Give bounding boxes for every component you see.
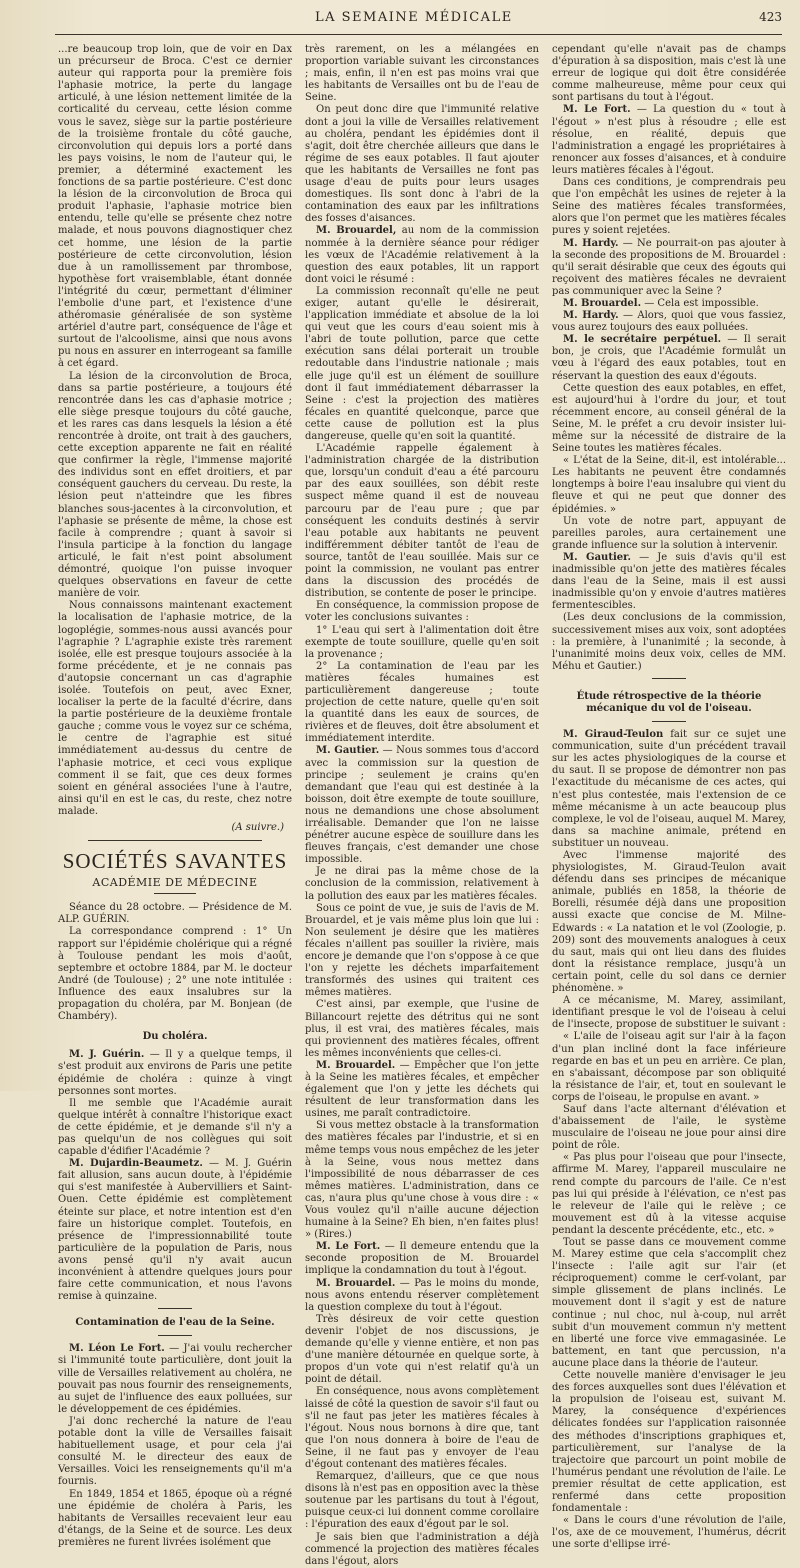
page-header xyxy=(55,0,782,40)
paragraph: Cette question des eaux potables, en effet, est aujourd'hui à l'ordre du jour, et tout récemment encore, au conseil général de la Seine, M. le préfet a cru devoir insister lui-même sur la nécessité de distraire de la Seine toutes les matières fécales. xyxy=(552,382,786,455)
academy-heading: ACADÉMIE DE MÉDECINE xyxy=(92,876,258,890)
paragraph: Dans ces conditions, je comprendrais peu que l'on empêchât les usines de rejeter à la Seine des matières fécales transformées, alors que l'on permet que les matières fécales pures y soient rejetées. xyxy=(552,177,786,237)
paragraph: On peut donc dire que l'immunité relative dont a joui la ville de Versailles relativement au choléra, pendant les épidémies dont il s'agit, doit être cherchée ailleurs que dans le régime de ses eaux potables. Il faut ajouter que les habitants de Versailles ne font pas usage d'eau de puits pour leurs usages domestiques. Ils sont donc à l'abri de la contamination des eaux par les infiltrations des fosses d'aisances. xyxy=(305,104,539,225)
speech: — Alors, quoi que vous fassiez, vous aurez toujours des eaux polluées. xyxy=(552,310,786,334)
paragraph: « Dans le cours d'une révolution de l'aile, l'os, axe de ce mouvement, l'humérus, décrit une sorte d'ellipse irré- xyxy=(552,1515,786,1551)
paragraph: Il me semble que l'Académie aurait quelque intérêt à connaître l'historique exact de cette épidémie, et je demande s'il n'y a pas quelqu'un de nos collègues qui soit capable d'édifier l'Académie ? xyxy=(58,1097,292,1158)
paragraph: La lésion de la circonvolution de Broca, dans sa partie postérieure, a toujours été rencontrée dans les cas d'aphasie motrice ; elle siège presque toujours du côté gauche, et les rares cas dans lesquels la lésion a été rencontrée à droite, ont trait à des gauchers, cette exception apparente ne fait en réalité que confirmer la règle, l'immense majorité des individus sont en effet droitiers, et par conséquent gauchers du cerveau. Du reste, la lésion peut n'atteindre que les fibres blanches sous-jacentes à la circonvolution, et l'aphasie se présente de même, la chose est facile à comprendre ; quant à savoir si l'insula participe à la fonction du langage articulé, le fait n'est point absolument démontré, quoique l'on puisse invoquer quelques observations en faveur de cette manière de voir. xyxy=(58,370,292,600)
paragraph: Nous connaissons maintenant exactement la localisation de l'aphasie motrice, de la logoplégie, sommes-nous aussi avancés pour l'agraphie ? L'agraphie existe très rarement isolée, elle est presque toujours associée à la forme précédente, et je ne connais pas d'autopsie concernant un cas d'agraphie isolée. Toutefois on peut, avec Exner, localiser la perte de la faculté d'écrire, dans la partie postérieure de la deuxième frontale gauche ; comme vous le voyez sur ce schéma, le centre de l'agraphie est situé immédiatement au-dessus du centre de l'aphasie motrice, et ceci vous explique comment il se fait, que ces deux formes soient en général associées l'une à l'autre, ainsi qu'il en est le cas, du reste, chez notre malade. xyxy=(58,600,292,817)
divider xyxy=(154,893,196,894)
paragraph: « Pas plus pour l'oiseau que pour l'insecte, affirme M. Marey, l'appareil musculaire ne rend compte du parcours de l'aile. Ce n'est pas lui qui préside à l'élévation, ce n'est pas le releveur de l'aile qui le relève ; ce mouvement est dû à la vitesse acquise pendant la descente précédente, etc., etc. » xyxy=(552,1152,786,1236)
paragraph: Un vote de notre part, appuyant de pareilles paroles, aura certainement une grande influence sur la solution à intervenir. xyxy=(552,515,786,551)
speaker: M. Gautier. xyxy=(316,745,380,757)
paragraph xyxy=(305,1060,539,1120)
paragraph: J'ai donc recherché la nature de l'eau potable dont la ville de Versailles faisait habituellement usage, et pour cela j'ai consulté M. le directeur des eaux de Versailles. Voici les renseignements qu'il m'a fournis. xyxy=(58,1415,292,1488)
paragraph: Je ne dirai pas la même chose de la conclusion de la commission, relativement à la pollution des eaux par les matières fécales. xyxy=(305,866,539,902)
paragraph: Sauf dans l'acte alternant d'élévation et d'abaissement de l'aile, le système musculaire de l'oiseau ne joue pour ainsi dire point de rôle. xyxy=(552,1103,786,1152)
paragraph: ...re beaucoup trop loin, que de voir en Dax un précurseur de Broca. C'est ce dernier auteur qui rapporta pour la première fois l'aphasie motrice, la perte du langage articulé, à une lésion nettement limitée de la corticalité du cerveau, cette lésion comme vous le savez, siège sur la partie postérieure de la troisième frontale du côté gauche, circonvolution qui depuis lors a porté dans les pays voisins, le nom de l'auteur qui, le premier, a déterminé exactement les fonctions de sa partie postérieure. C'est donc la lésion de la circonvolution de Broca qui produit l'aphasie, l'aphasie motrice bien entendu, telle qu'elle se présente chez notre malade, et nous pouvons diagnostiquer chez cet homme, une lésion de la partie postérieure de cette circonvolution, lésion due à un ramollissement par thrombose, hypothèse fort vraisemblable, étant donnée l'intégrité du cœur, permettant d'éliminer l'embolie d'une part, et l'existence d'une athéromasie généralisée de son système artériel d'autre part, conséquence de l'âge et surtout de l'alcoolisme, ainsi que nous avons pu nous en assurer en interrogeant sa famille à cet égard. xyxy=(58,44,292,370)
text-columns xyxy=(58,44,787,1567)
paragraph xyxy=(305,1241,539,1277)
speaker: M. Léon Le Fort. xyxy=(69,1343,165,1355)
column-2 xyxy=(305,44,540,1567)
speech: — La question du « tout à l'égout » n'est plus à résoudre ; elle est résolue, en réalité, depuis que l'administration a engagé les propriétaires à renoncer aux fosses d'aisances, et à conduire leurs matières fécales à l'égout. xyxy=(552,104,787,176)
speaker: M. Gautier. xyxy=(563,551,631,563)
paragraph: En 1849, 1854 et 1865, époque où a régné une épidémie de choléra à Paris, les habitants de Versailles recevaient leur eau d'étangs, de la Seine et de source. Les deux premières ne furent livrées isolément que xyxy=(58,1488,292,1548)
divider xyxy=(158,1335,192,1336)
paragraph: « L'aile de l'oiseau agit sur l'air à la façon d'un plan incliné dont la face inférieure regarde en bas et un peu en arrière. Ce plan, en s'abaissant, décompose par son obliquité la résistance de l'air, et, tout en soulevant le corps de l'oiseau, le propulse en avant. » xyxy=(552,1031,786,1103)
subheading: Contamination de l'eau de la Seine. xyxy=(75,1317,275,1329)
speaker: M. Brouardel. xyxy=(563,297,642,309)
speech: au nom de la commission nommée à la dernière séance pour rédiger les vœux de l'Académie relativement à la question des eaux potables, lit un rapport dont voici le résumé : xyxy=(305,225,539,285)
speech: — Il y a quelque temps, il s'est produit aux environs de Paris une petite épidémie de choléra : quinze à vingt personnes sont mortes. xyxy=(58,1049,292,1097)
paragraph: Remarquez, d'ailleurs, que ce que nous disons là n'est pas en opposition avec la thèse soutenue par les partisans du tout à l'égout, puisque ceux-ci lui donnent comme corollaire : l'épuration des eaux d'égout par le sol. xyxy=(305,1471,539,1531)
speaker: M. Brouardel, xyxy=(316,225,397,237)
paragraph: En conséquence, la commission propose de voter les conclusions suivantes : xyxy=(305,600,539,624)
paragraph xyxy=(552,334,786,382)
paragraph xyxy=(58,1343,292,1416)
speech: — Nous sommes tous d'accord avec la commission sur la question de principe ; seulement je crains qu'en demandant que l'eau qui est destinée à la boisson, doit être exempte de toute souillure, nous ne demandions une chose absolument irréalisable. Demander que l'on ne laisse pénétrer aucune espèce de souillure dans les fleuves français, c'est demander une chose impossible. xyxy=(305,745,540,866)
speaker: M. Hardy. xyxy=(563,237,619,249)
paragraph: En conséquence, nous avons complètement laissé de côté la question de savoir s'il faut ou s'il ne faut pas jeter les matières fécales à l'égout. Nous nous bornons à dire que, tant que l'on nous donnera à boire de l'eau de Seine, il ne faut pas y envoyer de l'eau d'égout contenant des matières fécales. xyxy=(305,1386,539,1470)
paragraph: 2° La contamination de l'eau par les matières fécales humaines est particulièrement dangereuse ; toute projection de cette nature, quelle qu'en soit la quantité dans les eaux de sources, de rivières et de fleuves, doit être absolument et immédiatement interdite. xyxy=(305,660,539,745)
page-number: 423 xyxy=(759,10,782,24)
paragraph xyxy=(552,552,786,612)
paragraph: Avec l'immense majorité des physiologistes, M. Giraud-Teulon avait défendu dans ses principes de mécanique animale, publiés en 1858, la théorie de Borelli, résumée déjà dans une proposition aussi exacte que concise de M. Milne-Edwards : « La natation et le vol (Zoologie, p. 209) sont des mouvements analogues à ceux du saut, mais qui ont lieu dans des fluides dont la résistance remplace, jusqu'à un certain point, celle du sol dans ce dernier phénomène. » xyxy=(552,850,786,995)
paragraph xyxy=(58,1158,292,1303)
column-1 xyxy=(58,44,292,1548)
paragraph: Tout se passe dans ce mouvement comme M. Marey estime que cela s'accomplit chez l'insecte : l'aile agit sur l'air (et réciproquement) comme le cerf-volant, par simple glissement de plans inclinés. Le mouvement dont il s'agit y est de nature continue ; nul choc, nul à-coup, nul arrêt subit d'un mouvement commun n'y mettent en liberté une force vive emmagasinée. Le battement, en tant que percussion, n'a aucune place dans la théorie de l'auteur. xyxy=(552,1237,786,1369)
speech: — Empêcher que l'on jette à la Seine les matières fécales, et empêcher également que l'on y jette les déchets qui résultent de leur transformation dans les usines, me paraît contradictoire. xyxy=(305,1059,539,1120)
paragraph: Très désireux de voir cette question devenir l'objet de nos discussions, je demande qu'elle y vienne entière, et non pas d'une manière détournée en quelque sorte, à propos d'un vote qui n'est relatif qu'à un point de détail. xyxy=(305,1313,539,1386)
speech: — Il serait bon, je crois, que l'Académie formulât un vœu à l'égard des eaux potables, tout en réservant la question des eaux d'égouts. xyxy=(552,334,786,382)
paragraph xyxy=(552,310,786,334)
paragraph xyxy=(58,1049,292,1097)
paragraph: C'est ainsi, par exemple, que l'usine de Billancourt rejette des détritus qui ne sont plus, il est vrai, des matières fécales, mais qui proviennent des matières fécales, offrent les mêmes inconvénients que celles-ci. xyxy=(305,999,539,1059)
paragraph xyxy=(552,298,786,310)
divider xyxy=(158,1308,192,1309)
paragraph: A ce mécanisme, M. Marey, assimilant, identifiant presque le vol de l'oiseau à celui de l'insecte, propose de substituer le suivant : xyxy=(552,995,786,1031)
paragraph xyxy=(552,729,786,850)
section-title: SOCIÉTÉS SAVANTES xyxy=(62,849,288,874)
speaker: M. Hardy. xyxy=(563,310,619,322)
running-title: LA SEMAINE MÉDICALE xyxy=(315,10,513,25)
divider xyxy=(88,840,262,841)
speaker: M. J. Guérin. xyxy=(69,1049,145,1061)
divider xyxy=(652,721,686,722)
speech: fait sur ce sujet une communication, suite d'un précédent travail sur les actes physiologiques de la course et du saut. Il se propose de démontrer non pas l'exactitude du mécanisme de ces actes, qui n'est plus contestée, mais l'extension de ce même mécanisme à un acte beaucoup plus complexe, le vol de l'oiseau, auquel M. Marey, dans sa machine animale, prétend en substituer un nouveau. xyxy=(552,729,786,849)
speaker: M. Le Fort. xyxy=(563,104,631,116)
paragraph xyxy=(305,1278,539,1314)
speech: — Ne pourrait-on pas ajouter à la seconde des propositions de M. Brouardel : qu'il serait désirable que ceux des égouts qui reçoivent des matières fécales ne devraient pas communiquer avec la Seine ? xyxy=(552,237,786,297)
paragraph: cependant qu'elle n'avait pas de champs d'épuration à sa disposition, mais c'est là une erreur de logique qui doit être considérée comme malheureuse, même pour ceux qui sont partisans du tout à l'égout. xyxy=(552,44,786,104)
subheading: Du choléra. xyxy=(142,1031,208,1043)
session-line: Séance du 28 octobre. — Présidence de M. ALP. GUÉRIN. xyxy=(58,902,292,926)
speaker: M. Giraud-Teulon xyxy=(563,729,664,741)
speaker: M. le secrétaire perpétuel. xyxy=(563,334,722,346)
subheading: Étude rétrospective de la théorie mécanique du vol de l'oiseau. xyxy=(576,690,762,714)
paragraph: L'Académie rappelle également à l'administration chargée de la distribution que, lorsqu'un conduit d'eau a été parcouru par des eaux souillées, son débit reste suspect même quand il est de nouveau parcouru par de l'eau pure ; que par conséquent les conduits destinés à servir l'eau potable aux habitants ne peuvent indifféremment débiter tantôt de l'eau de source, tantôt de l'eau souillée. Mais sur ce point la commission, ne voulant pas entrer dans la discussion des procédés de distribution, se contente de poser le principe. xyxy=(305,443,539,600)
paragraph xyxy=(552,238,786,298)
speaker: M. Le Fort. xyxy=(316,1241,381,1253)
paragraph: 1° L'eau qui sert à l'alimentation doit être exempte de toute souillure, quelle qu'en soit la provenance ; xyxy=(305,624,539,660)
paragraph xyxy=(305,225,539,285)
column-3 xyxy=(552,44,787,1551)
paragraph: « L'état de la Seine, dit-il, est intolérable... Les habitants ne peuvent être condamnés longtemps à boire l'eau insalubre qui vient du fleuve et qui ne peut que donner des épidémies. » xyxy=(552,455,786,515)
speaker: M. Brouardel. xyxy=(316,1277,396,1289)
paragraph: Si vous mettez obstacle à la transformation des matières fécales par l'industrie, et si en même temps vous nous empêchez de les jeter à la Seine, vous nous mettez dans l'impossibilité de nous débarrasser de ces mêmes matières. L'administration, dans ce cas, n'aura plus qu'une chose à vous dire : « Vous voulez qu'il n'aille aucune déjection humaine à la Seine? Eh bien, n'en faites plus! » (Rires.) xyxy=(305,1120,539,1241)
paragraph xyxy=(552,104,786,177)
continued-note: (A suivre.) xyxy=(231,822,284,833)
speech: — J'ai voulu rechercher si l'immunité toute particulière, dont jouit la ville de Versailles relativement au choléra, ne pouvait pas nous fournir des renseignements, au sujet de l'influence des eaux polluées, sur le développement de ces épidémies. xyxy=(58,1343,292,1415)
divider xyxy=(652,678,686,679)
header-rule xyxy=(55,34,782,35)
speaker: M. Dujardin-Beaumetz. xyxy=(69,1158,203,1170)
speaker: M. Brouardel. xyxy=(316,1059,396,1071)
paragraph: très rarement, on les a mélangées en proportion variable suivant les circonstances ; mais, enfin, il n'en est pas moins vrai que les habitants de Versailles ont bu de l'eau de Seine. xyxy=(305,44,539,104)
speech: — Cela est impossible. xyxy=(641,297,759,309)
paragraph: La correspondance comprend : 1° Un rapport sur l'épidémie cholérique qui a régné à Toulouse pendant les mois d'août, septembre et octobre 1884, par M. le docteur André (de Toulouse) ; 2° une note intitulée : Influence des eaux insalubres sur la propagation du choléra, par M. Bonjean (de Chambéry). xyxy=(58,926,292,1023)
speech: — Il demeure entendu que la seconde proposition de M. Brouardel implique la condamnation du tout à l'égout. xyxy=(305,1241,540,1277)
paragraph xyxy=(305,745,539,866)
speech: — Pas le moins du monde, nous avons entendu réserver complètement la question complexe du tout à l'égout. xyxy=(305,1277,540,1313)
paragraph: La commission reconnaît qu'elle ne peut exiger, autant qu'elle le désirerait, l'application immédiate et absolue de la loi qui veut que les cours d'eau soient mis à l'abri de toute pollution, parce que cette exécution sans délai porterait un trouble redoutable dans l'industrie nationale ; mais elle juge qu'il est un élément de souillure dont il faut immédiatement débarrasser la Seine : c'est la projection des matières fécales en quantité quelconque, parce que cette cause de pollution est la plus dangereuse, quelle qu'en soit la quantité. xyxy=(305,285,539,442)
paragraph: Je sais bien que l'administration a déjà commencé la projection des matières fécales dans l'égout, alors xyxy=(305,1531,539,1567)
paragraph: (Les deux conclusions de la commission, successivement mises aux voix, sont adoptées : la première, à l'unanimité ; la seconde, à l'unanimité moins deux voix, celles de MM. Méhu et Gautier.) xyxy=(552,612,786,672)
paragraph: Cette nouvelle manière d'envisager le jeu des forces auxquelles sont dues l'élévation et la propulsion de l'oiseau est, suivant M. Marey, la conséquence d'expériences délicates fondées sur l'application raisonnée des méthodes d'inscriptions graphiques et, particulièrement, sur l'analyse de la trajectoire que parcourt un point mobile de l'humérus pendant une révolution de l'aile. Le premier résultat de cette application, est renfermé dans cette proposition fondamentale : xyxy=(552,1370,786,1515)
speech: — Je suis d'avis qu'il est inadmissible qu'on jette des matières fécales dans l'eau de la Seine, mais il est aussi inadmissible qu'on y envoie d'autres matières fermentescibles. xyxy=(552,551,786,612)
speech: — M. J. Guérin fait allusion, sans aucun doute, à l'épidémie qui s'est manifestée à Aubervilliers et Saint-Ouen. Cette épidémie est complètement éteinte sur place, et notre intention est d'en faire un historique complet. Toutefois, en présence de l'impressionnabilité toute particulière de la population de Paris, nous avons pensé qu'il n'y avait aucun inconvénient à attendre quelques jours pour faire cette communication, et nous l'avons remise à quinzaine. xyxy=(58,1158,292,1303)
paragraph: Sous ce point de vue, je suis de l'avis de M. Brouardel, et je vais même plus loin que lui : Non seulement je désire que les matières fécales n'aillent pas souiller la rivière, mais encore je demande que l'on s'oppose à ce que l'on y rejette les déchets imparfaitement transformés des usines qui traitent ces mêmes matières. xyxy=(305,902,539,999)
